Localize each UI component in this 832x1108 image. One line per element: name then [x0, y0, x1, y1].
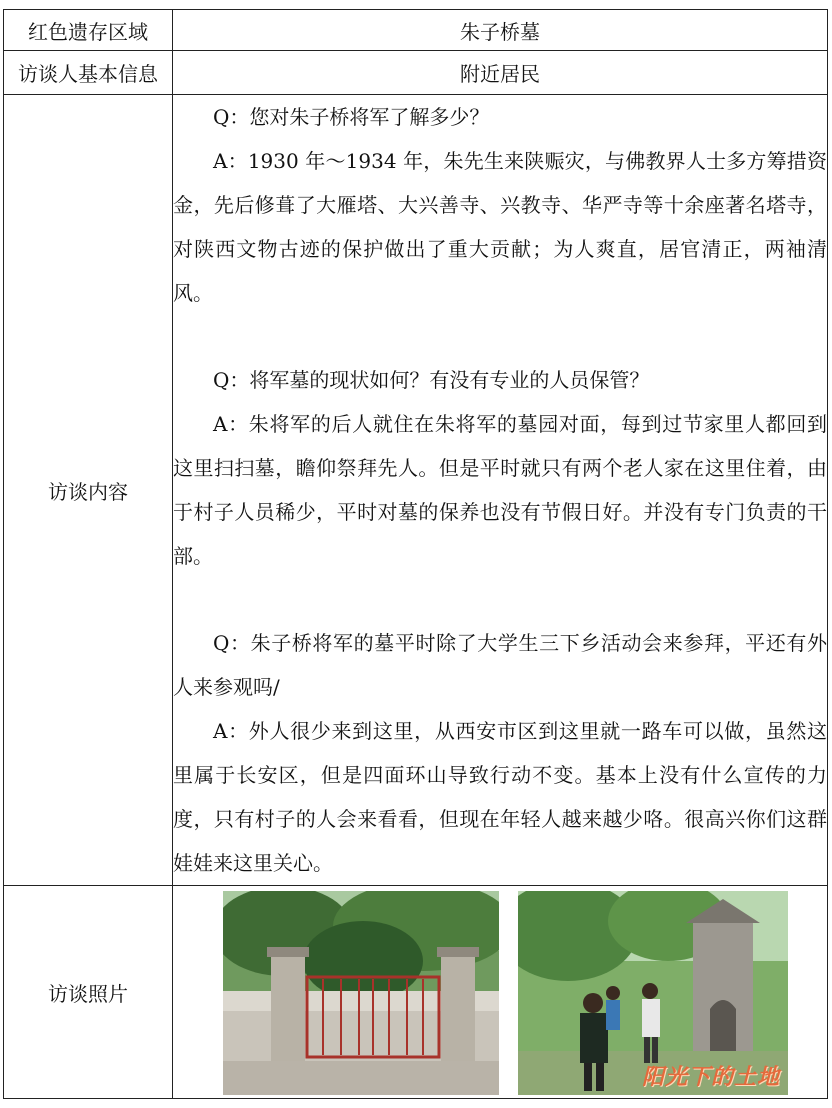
region-value: 朱子桥墓 [173, 10, 828, 51]
photos-container [173, 886, 827, 1098]
interviewee-value: 附近居民 [173, 51, 828, 95]
photos-cell [173, 886, 828, 1099]
cemetery-gate-photo [223, 891, 499, 1095]
answer-2: A：朱将军的后人就住在朱将军的墓园对面，每到过节家里人都回到这里扫扫墓，瞻仰祭拜先人。但是平时就只有两个老人家在这里住着，由于村子人员稀少，平时对墓的保养也没有节假日好。并没有专门负责的干部。 [173, 412, 827, 568]
spacer [173, 578, 827, 621]
question-1: Q：您对朱子桥将军了解多少？ [213, 105, 490, 129]
question-2: Q：将军墓的现状如何？有没有专业的人员保管？ [213, 368, 650, 392]
question-3: Q：朱子桥将军的墓平时除了大学生三下乡活动会来参拜，平还有外人来参观吗/ [173, 631, 827, 699]
watermark-text: 阳光下的土地 [641, 1065, 780, 1090]
interview-content [173, 95, 828, 886]
answer-3: A：外人很少来到这里，从西安市区到这里就一路车可以做，虽然这里属于长安区，但是四面环山导致行动不变。基本上没有什么宣传的力度，只有村子的人会来看看，但现在年轻人越来越少咯。很高兴你们这群娃娃来这里关心。 [173, 719, 827, 875]
answer-1: A：1930 年～1934 年，朱先生来陕赈灾，与佛教界人士多方筹措资金，先后修葺了大雁塔、大兴善寺、兴教寺、华严寺等十余座著名塔寺，对陕西文物古迹的保护做出了重大贡献；为人爽直，居官清正，两袖清风。 [173, 149, 827, 305]
photos-label: 访谈照片 [4, 886, 173, 1099]
row-content [4, 95, 828, 886]
interview-table [3, 9, 828, 1099]
row-photos [4, 886, 828, 1099]
row-interviewee [4, 51, 828, 95]
gate-image-icon [223, 891, 499, 1095]
row-region [4, 10, 828, 51]
spacer [173, 315, 827, 358]
interviewee-label: 访谈人基本信息 [4, 51, 173, 95]
region-label: 红色遗存区域 [4, 10, 173, 51]
stone-pavilion-visitors-photo [518, 891, 788, 1095]
content-label: 访谈内容 [4, 95, 173, 886]
